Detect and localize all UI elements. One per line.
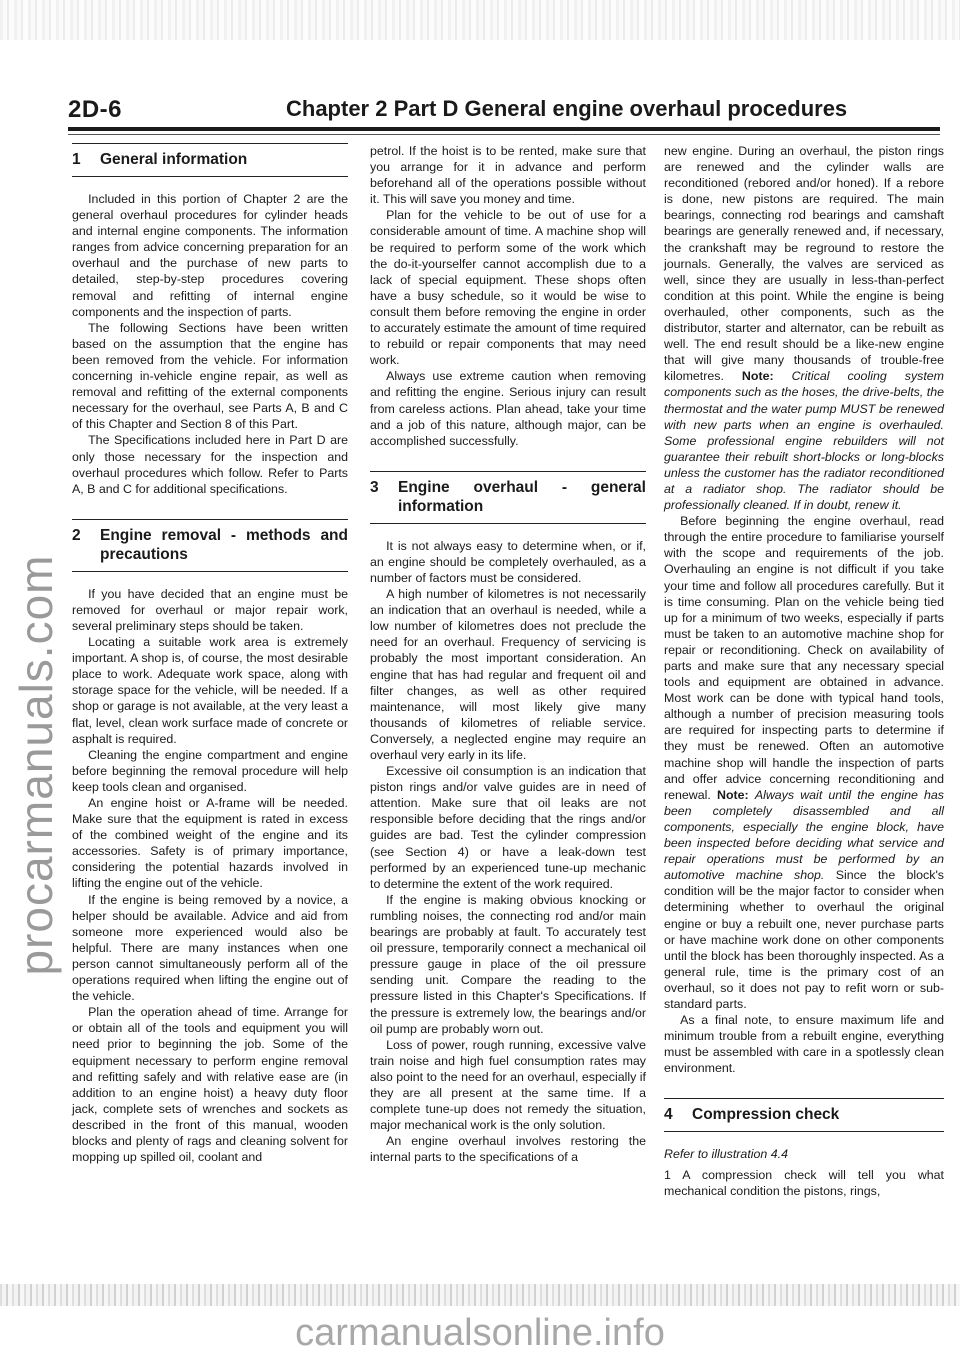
- note-text: Always wait until the engine has been completely disassembled and all components, especially the engine block, have been inspected before deciding what service and repair operations must be performed by an automotive machine shop.: [664, 787, 944, 883]
- paragraph-text: new engine. During an overhaul, the piston rings are renewed and the cylinder walls are reconditioned (rebored and/or honed). If a rebore is done, new pistons are required. The main bearings, connecting rod bearings and camshaft bearings are generally renewed and, if necessary, the crankshaft may be reground to restore the journals. Generally, the valves are serviced as well, since they are usually in less-than-perfect condition at this point. While the engine is being overhauled, other components, such as the distributor, starter and alternator, can be rebuilt as well. The end result should be a like-new engine that will give many thousands of trouble-free kilometres.: [664, 144, 944, 384]
- paragraph: Plan the operation ahead of time. Arrange for or obtain all of the tools and equipment you will need prior to beginning the job. Some of the equipment necessary to perform engine removal and refitting safely and with relative ease are (in addition to an engine hoist) a heavy duty floor jack, complete sets of wrenches and sockets as described in the front of this manual, wooden blocks and plenty of rags and cleaning solvent for mopping up spilled oil, coolant and: [72, 1005, 348, 1165]
- paragraph: An engine hoist or A-frame will be needed. Make sure that the equipment is rated in excess of the combined weight of the engine and its accessories. Safety is of primary importance, considering the potential hazards involved in lifting the engine out of the vehicle.: [72, 796, 348, 891]
- section-title: General information: [100, 151, 248, 168]
- section-number: 4: [664, 1106, 673, 1124]
- paragraph: Locating a suitable work area is extremely important. A shop is, of course, the most desirable place to work. Adequate work space, along with storage space for the vehicle, will be needed. If a shop or garage is not available, at the very least a flat, level, clean work surface made of concrete or asphalt is required.: [72, 635, 348, 746]
- paragraph: [664, 143, 944, 513]
- section-heading-4: [664, 1098, 944, 1132]
- section-heading-1: [72, 143, 348, 177]
- paragraph: Loss of power, rough running, excessive valve train noise and high fuel consumption rates may also point to the need for an overhaul, especially if they are all present at the same time. If a complete tune-up does not remedy the situation, major mechanical work is the only solution.: [370, 1037, 646, 1133]
- paragraph: Excessive oil consumption is an indication that piston rings and/or valve guides are in need of attention. Make sure that oil leaks are not responsible before deciding that the rings and/or guides are bad. Test the cylinder compression (see Section 4) or have a leak-down test performed by an experienced tune-up mechanic to determine the extent of the work required.: [370, 764, 646, 891]
- section-title: Engine overhaul - general information: [398, 478, 646, 515]
- paragraph: The Specifications included here in Part D are only those necessary for the inspection and overhaul procedures which follow. Refer to Parts A, B and C for additional specifications.: [72, 433, 348, 496]
- paragraph: Included in this portion of Chapter 2 are the general overhaul procedures for cylinder heads and internal engine components. The information ranges from advice concerning preparation for an overhaul and the purchase of new parts to detailed, step-by-step procedures covering removal and refitting of internal engine components and the inspection of parts.: [72, 192, 348, 319]
- note-label: Note:: [741, 369, 774, 384]
- paragraph-text: Since the block's condition will be the major factor to consider when determining whether to overhaul the original engine or buy a rebuilt one, never purchase parts or have machine work done on other components until the block has been thoroughly inspected. As a general rule, time is the primary cost of an overhaul, so it does not pay to refit worn or sub-standard parts.: [664, 868, 945, 1011]
- paragraph-text: Before beginning the engine overhaul, read through the entire procedure to familiarise yourself with the scope and requirements of the job. Overhauling an engine is not difficult if you take your time and follow all procedures carefully. But it is time consuming. Plan on the vehicle being tied up for a minimum of two weeks, especially if parts must be taken to an automotive machine shop for repair or reconditioning. Check on availability of parts and make sure that any necessary special tools and equipment are obtained in advance. Most work can be done with typical hand tools, although a number of precision measuring tools are required for inspecting parts to determine if they must be renewed. Often an automotive machine shop will handle the inspection of parts and offer advice concerning reconditioning and renewal.: [664, 514, 944, 802]
- paragraph: Plan for the vehicle to be out of use for a considerable amount of time. A machine shop will be required to perform some of the work which the do-it-yourselfer cannot accomplish due to a lack of special equipment. These shops often have a busy schedule, so it would be wise to consult them before removing the engine in order to accurately estimate the amount of time required to rebuild or repair components that may need work.: [370, 208, 646, 368]
- section-title: Engine removal - methods and precautions: [100, 526, 348, 563]
- page-number: 2D-6: [68, 96, 123, 123]
- section-number: 1: [72, 151, 81, 168]
- scan-noise-top: [0, 0, 960, 40]
- section-heading-3: [370, 471, 646, 524]
- column-2: [370, 143, 646, 1165]
- chapter-title: Chapter 2 Part D General engine overhaul procedures: [286, 96, 848, 121]
- header-rule: [68, 127, 940, 131]
- paragraph: [664, 513, 944, 1012]
- paragraph: A high number of kilometres is not necessarily an indication that an overhaul is needed, while a low number of kilometres does not preclude the need for an overhaul. Frequency of servicing is probably the most important consideration. An engine that has had regular and frequent oil and filter changes, as well as other required maintenance, will most likely give many thousands of kilometres of reliable service. Conversely, a neglected engine may require an overhaul very early in its life.: [370, 587, 646, 762]
- paragraph: If you have decided that an engine must be removed for overhaul or major repair work, several preliminary steps should be taken.: [72, 586, 348, 633]
- paragraph: The following Sections have been written based on the assumption that the engine has been removed from the vehicle. For information concerning in-vehicle engine repair, as well as removal and refitting of the external components necessary for the overhaul, see Parts A, B and C of this Chapter and Section 8 of this Part.: [72, 320, 348, 432]
- paragraph: Always use extreme caution when removing and refitting the engine. Serious injury can result from careless actions. Plan ahead, take your time and a job of this nature, although major, can be accomplished successfully.: [370, 369, 646, 448]
- section-number: 3: [370, 478, 379, 496]
- paragraph: petrol. If the hoist is to be rented, make sure that you arrange for it in advance and perform beforehand all of the operations possible without it. This will save you money and time.: [370, 144, 646, 207]
- paragraph: If the engine is being removed by a novice, a helper should be available. Advice and aid from someone more experienced would also be helpful. There are many instances when one person cannot simultaneously perform all of the operations required when lifting the engine out of the vehicle.: [72, 892, 348, 1004]
- header-rule-thin: [68, 134, 940, 135]
- paragraph: Cleaning the engine compartment and engine before beginning the removal procedure will help keep tools clean and organised.: [72, 747, 348, 794]
- page-header: [68, 96, 940, 130]
- column-1: [72, 143, 348, 1165]
- column-3: [664, 143, 944, 1199]
- paragraph: If the engine is making obvious knocking or rumbling noises, the connecting rod and/or main bearings are probably at fault. To accurately test oil pressure, temporarily connect a mechanical oil pressure gauge in place of the oil pressure sending unit. Compare the reading to the pressure listed in this Chapter's Specifications. If the pressure is extremely low, the bearings and/or oil pump are probably worn out.: [370, 892, 646, 1036]
- section-heading-2: [72, 519, 348, 572]
- section-number: 2: [72, 526, 81, 544]
- section-title: Compression check: [692, 1106, 840, 1124]
- scan-noise-bottom: [0, 1284, 960, 1306]
- paragraph: An engine overhaul involves restoring the internal parts to the specifications of a: [370, 1134, 646, 1165]
- note-label: Note:: [717, 787, 749, 802]
- note-text: Critical cooling system components such as the hoses, the drive-belts, the thermostat and the water pump MUST be renewed with new parts when an engine is overhauled. Some professional engine rebuilders will not guarantee their rebuilt short-blocks or long-blocks unless the customer has the radiator reconditioned at a radiator shop. The radiator should be professionally cleaned. If in doubt, renew it.: [664, 369, 944, 513]
- footer-watermark: carmanualsonline.info: [295, 1312, 665, 1354]
- paragraph: As a final note, to ensure maximum life and minimum trouble from a rebuilt engine, everything must be assembled with care in a spotlessly clean environment.: [664, 1013, 944, 1076]
- paragraph: It is not always easy to determine when, or if, an engine should be completely overhauled, as a number of factors must be considered.: [370, 538, 646, 585]
- paragraph: 1 A compression check will tell you what mechanical condition the pistons, rings,: [664, 1167, 944, 1198]
- figure-reference: Refer to illustration 4.4: [664, 1147, 788, 1162]
- side-watermark: procarmanuals.com: [10, 554, 62, 976]
